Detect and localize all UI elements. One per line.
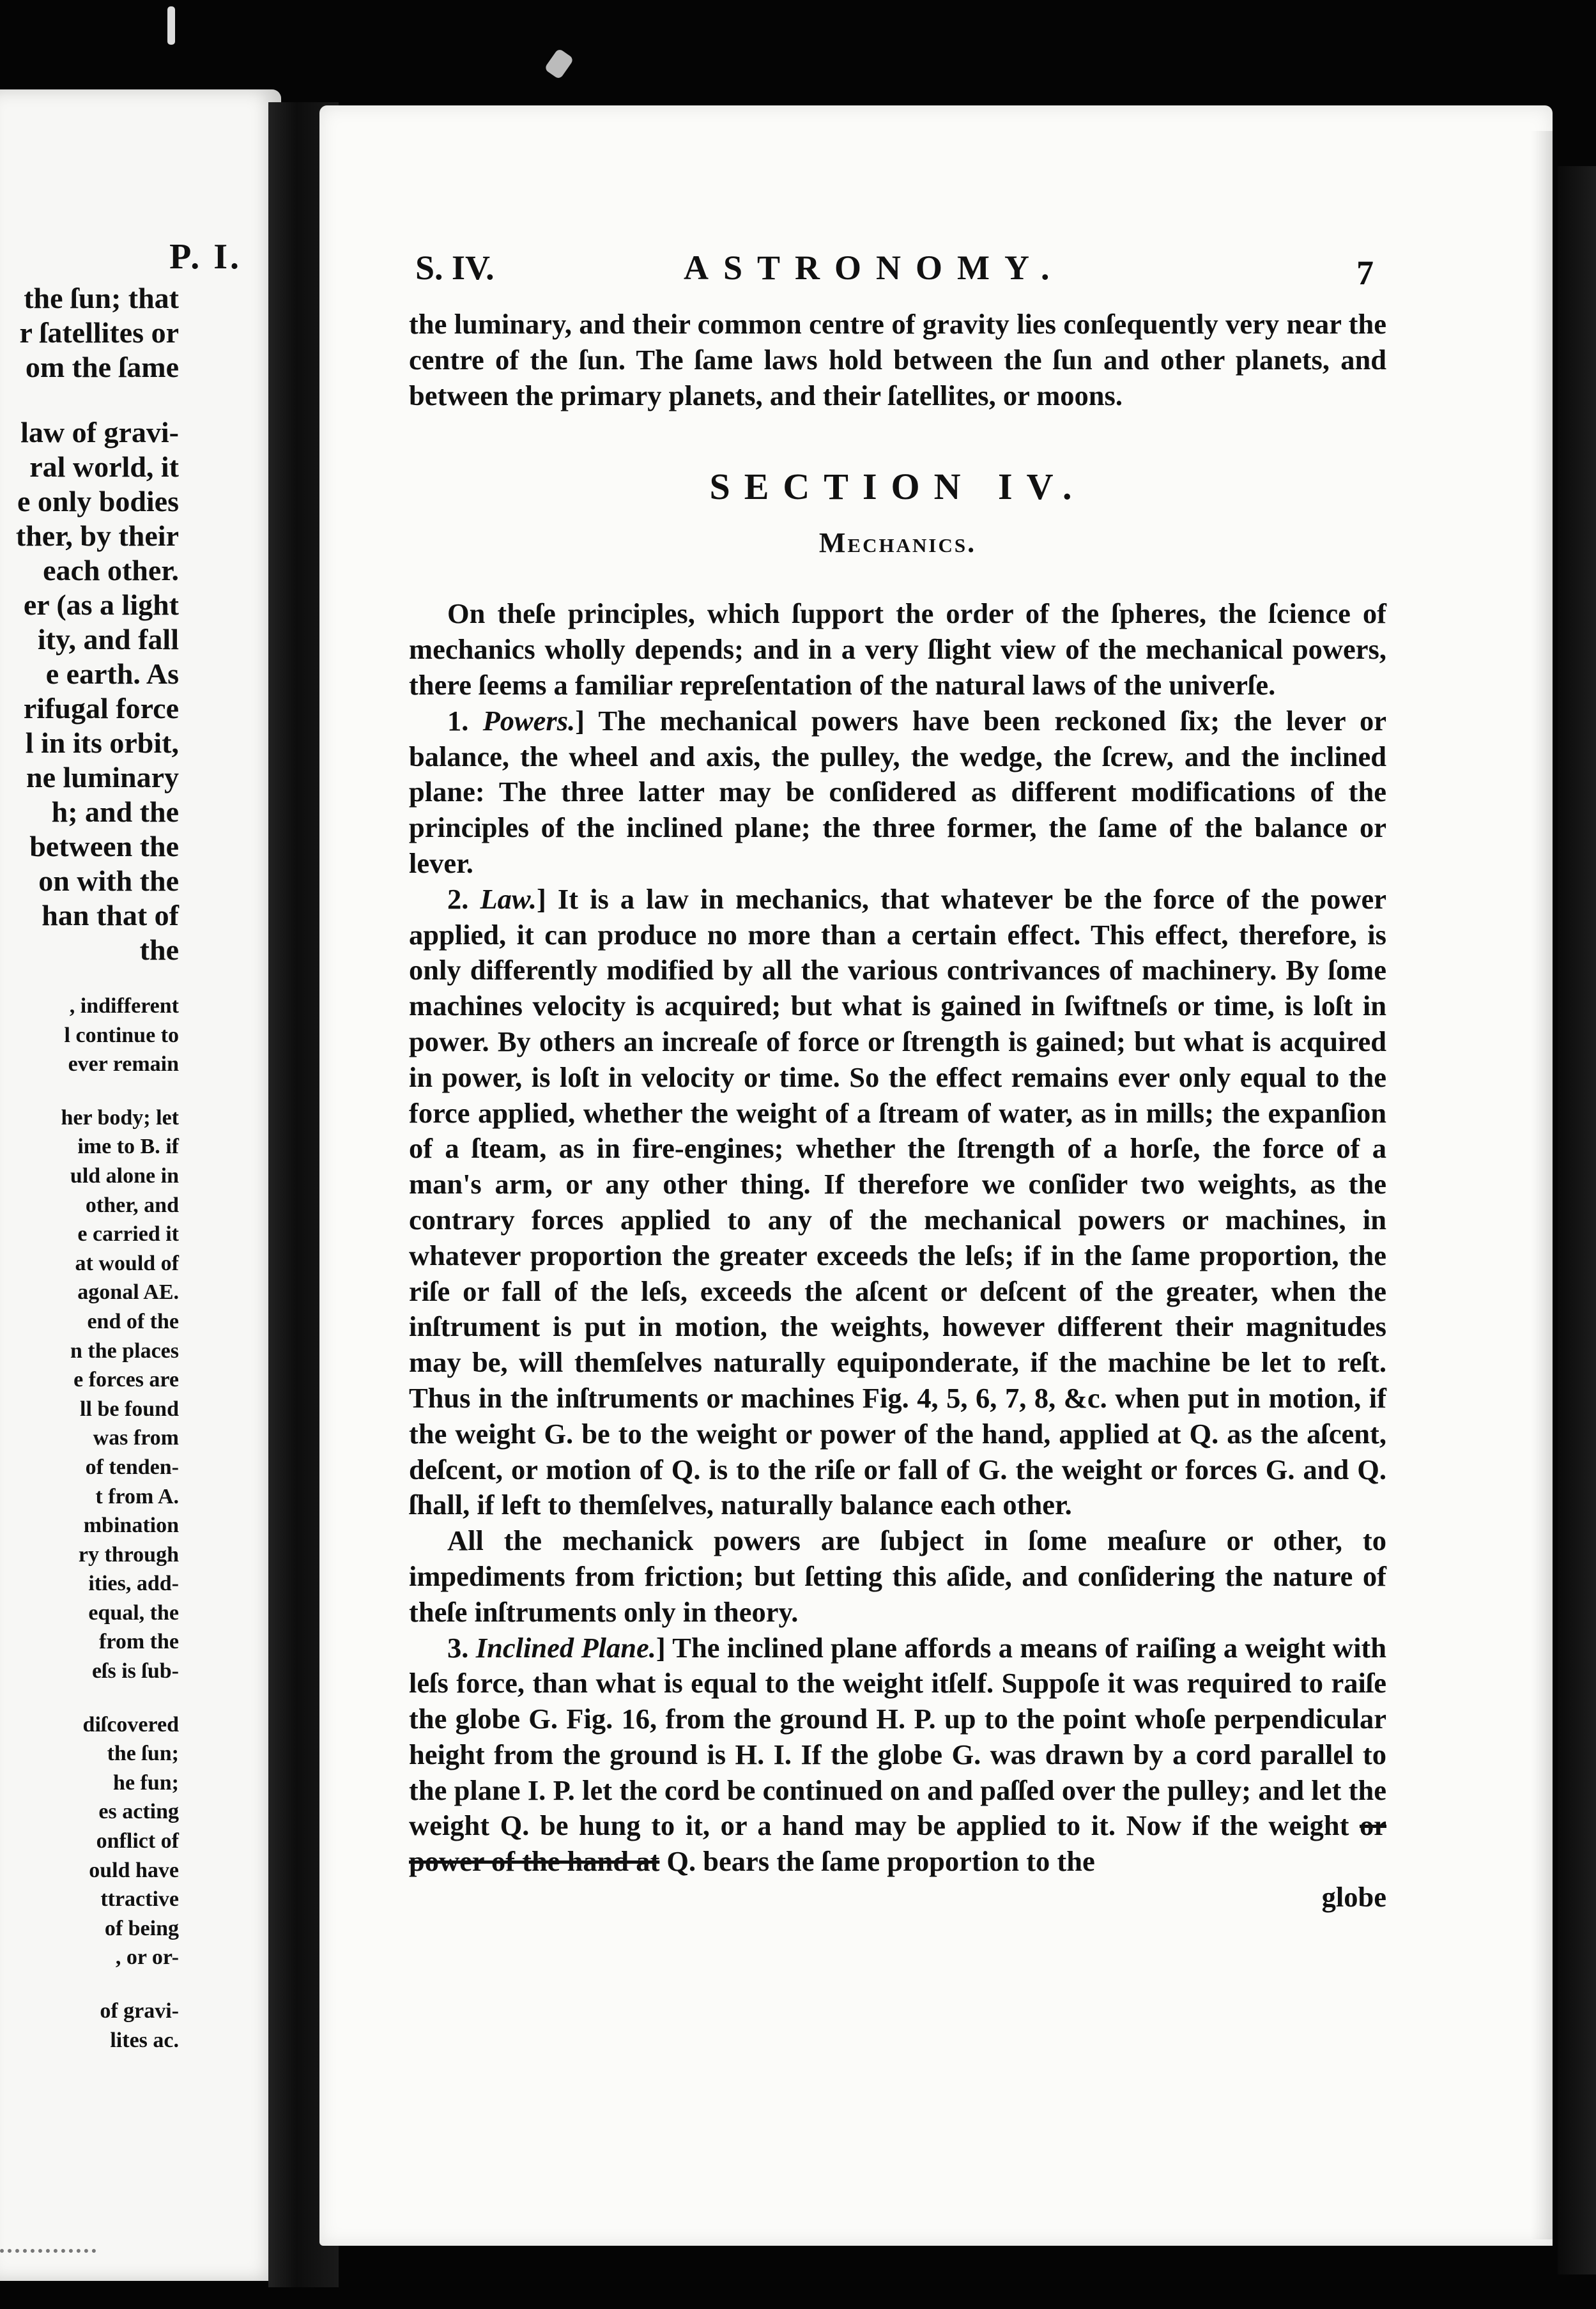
left-line: om the ſame (25, 351, 179, 383)
left-note-line: the ſun; (107, 1742, 179, 1766)
left-note-line: e forces are (73, 1368, 179, 1392)
running-title: ASTRONOMY. (684, 249, 1064, 287)
left-line: law of gravi- (20, 416, 179, 449)
left-note-line: of tenden- (85, 1455, 179, 1479)
left-line: e only bodies (17, 485, 179, 518)
left-note-line: other, and (85, 1193, 179, 1217)
left-line: ther, by their (15, 519, 179, 552)
main-body-text (409, 307, 1386, 1915)
page-mark (167, 6, 175, 45)
left-note-line: eſs is ſub- (91, 1659, 179, 1684)
left-note-line: her body; let (61, 1105, 179, 1130)
left-note-line: l continue to (64, 1023, 179, 1047)
left-line: han that of (42, 899, 179, 932)
page-number: 7 (1356, 254, 1374, 292)
running-head (415, 248, 1386, 293)
powers-label: Powers. (482, 704, 576, 737)
inclined-plane-paragraph: 3. Inclined Plane.] The inclined plane affords a means of raiſing a weight with leſs force, than what is equal to the weight itſelf. Suppoſe it was required to raiſe the globe G. Fig. 16, from the ground H. P. up to the point whoſe perpendicular height from the ground is H. I. If the globe G. was drawn by a cord parallel to the plane I. P. let the cord be continued on and paſſed over the pulley; and let the weight Q. be hung to it, or a hand may be applied to it. Now if the weight or power of the hand at Q. bears the ſame proportion to the (409, 1631, 1386, 1878)
left-page-text (0, 281, 179, 2055)
page-edge-dots (0, 2249, 96, 2266)
left-line: ne luminary (26, 761, 179, 794)
left-note-line: e carried it (77, 1222, 179, 1247)
section-title: SECTION IV. (709, 466, 1086, 508)
left-note-line: onflict of (96, 1829, 179, 1853)
smudge-mark (544, 48, 574, 80)
left-note-line: ever remain (68, 1052, 179, 1077)
left-note-line: at would of (75, 1251, 179, 1275)
left-line: the (139, 933, 179, 966)
left-line: ral world, it (29, 450, 179, 483)
left-note-line: diſcovered (82, 1712, 179, 1737)
left-note-line: ime to B. if (77, 1135, 179, 1159)
left-note-line: he fun; (113, 1770, 179, 1795)
left-note-line: was from (93, 1426, 179, 1450)
left-note-line: of being (104, 1916, 179, 1940)
left-note-line: ttractive (100, 1887, 179, 1912)
left-note-line: ll be found (80, 1397, 179, 1421)
left-note-line: mbination (83, 1514, 179, 1538)
left-note-line: es acting (98, 1800, 179, 1824)
section-marker: S. IV. (415, 249, 495, 287)
struck-out-text: or power of the hand at (409, 1809, 1386, 1878)
opening-paragraph: On theſe principles, which ſupport the order of the ſpheres, the ſcience of mechanics wholly depends; and in a very ſlight view of the mechanical powers, there ſeems a familiar repreſentation of the natural laws of the univerſe. (409, 597, 1386, 701)
left-line: the ſun; that (24, 282, 179, 314)
left-line: e earth. As (45, 657, 179, 690)
right-edge-shadow (1558, 166, 1596, 2274)
left-page-header: P. I. (169, 237, 242, 277)
catchword: globe (1321, 1881, 1386, 1914)
left-note-line: ities, add- (88, 1572, 179, 1596)
left-note-line: uld alone in (70, 1163, 179, 1188)
left-note-line: lites ac. (110, 2028, 179, 2052)
friction-paragraph: All the mechanick powers are ſubject in ſome meaſure or other, to impediments from friction; but ſetting this aſide, and conſidering the nature of theſe inſtruments only in theory. (409, 1524, 1386, 1628)
left-note-line: ould have (89, 1858, 179, 1882)
powers-paragraph: 1. Powers.] The mechanical powers have been reckoned ſix; the lever or balance, the wheel and axis, the pulley, the wedge, the ſcrew, and the inclined plane: The three latter may be conſidered as different modifications of the principles of the inclined plane; the three former, the ſame of the balance or lever. (409, 704, 1387, 879)
left-line: r ſatellites or (19, 316, 179, 349)
left-note-line: ry through (78, 1542, 179, 1567)
left-line: each other. (43, 554, 179, 587)
left-note-line: end of the (87, 1309, 179, 1333)
left-note-line: from the (99, 1630, 179, 1654)
left-line: between the (29, 830, 179, 863)
left-note-line: , or or- (115, 1945, 179, 1970)
left-note-line: agonal AE. (77, 1280, 179, 1305)
law-paragraph: 2. Law.] It is a law in mechanics, that whatever be the force of the power applied, it can produce no more than a certain effect. This effect, therefore, is only differently modified by all the various contrivances of machinery. By ſome machines velocity is acquired; but what is gained in ſwiftneſs or time, is loſt in power. By others an increaſe of force or ſtrength is gained; but what is acquired in power, is loſt in velocity or time. So the effect remains ever only equal to the force applied, whether the weight of a ſtream of water, as in mills; the expanſion of a ſteam, as in fire-engines; whether the ſtrength of a horſe, the force of a man's arm, or any other thing. If therefore we conſider two weights, as the contrary forces applied to any of the mechanical powers or machines, in whatever proportion the greater exceeds the leſs; if in the ſame proportion, the riſe or fall of the leſs, exceeds the aſcent or deſcent of the greater, when the inſtrument is put in motion, the weights, however different their magnitudes may be, will themſelves naturally equiponderate, if the machine be let to reſt. Thus in the inſtruments or machines Fig. 4, 5, 6, 7, 8, &c. when put in motion, if the weight G. be to the weight or power of the hand, applied at Q. as the aſcent, deſcent, or motion of Q. is to the riſe or fall of G. the weight or forces G. and Q. ſhall, if left to themſelves, naturally balance each other. (409, 882, 1387, 1521)
left-line: er (as a light (23, 588, 179, 621)
left-note-line: of gravi- (100, 1999, 179, 2023)
left-facing-page (0, 89, 281, 2281)
intro-paragraph: the luminary, and their common centre of gravity lies conſequently very near the centre of the ſun. The ſame laws hold between the ſun and other planets, and between the primary planets, and their ſatellites, or moons. (409, 308, 1386, 411)
left-line: h; and the (51, 795, 179, 828)
left-note-line: n the places (70, 1339, 179, 1363)
subheading: Mechanics. (818, 527, 977, 559)
inclined-plane-label: Inclined Plane. (475, 1631, 656, 1664)
left-note-line: equal, the (88, 1600, 179, 1625)
left-line: rifugal force (23, 692, 179, 725)
law-label: Law. (480, 882, 537, 915)
left-note-line: , indifferent (69, 994, 179, 1018)
left-line: on with the (38, 864, 179, 897)
left-line: ity, and fall (37, 623, 179, 656)
left-note-line: t from A. (95, 1484, 179, 1508)
left-line: l in its orbit, (25, 726, 179, 759)
